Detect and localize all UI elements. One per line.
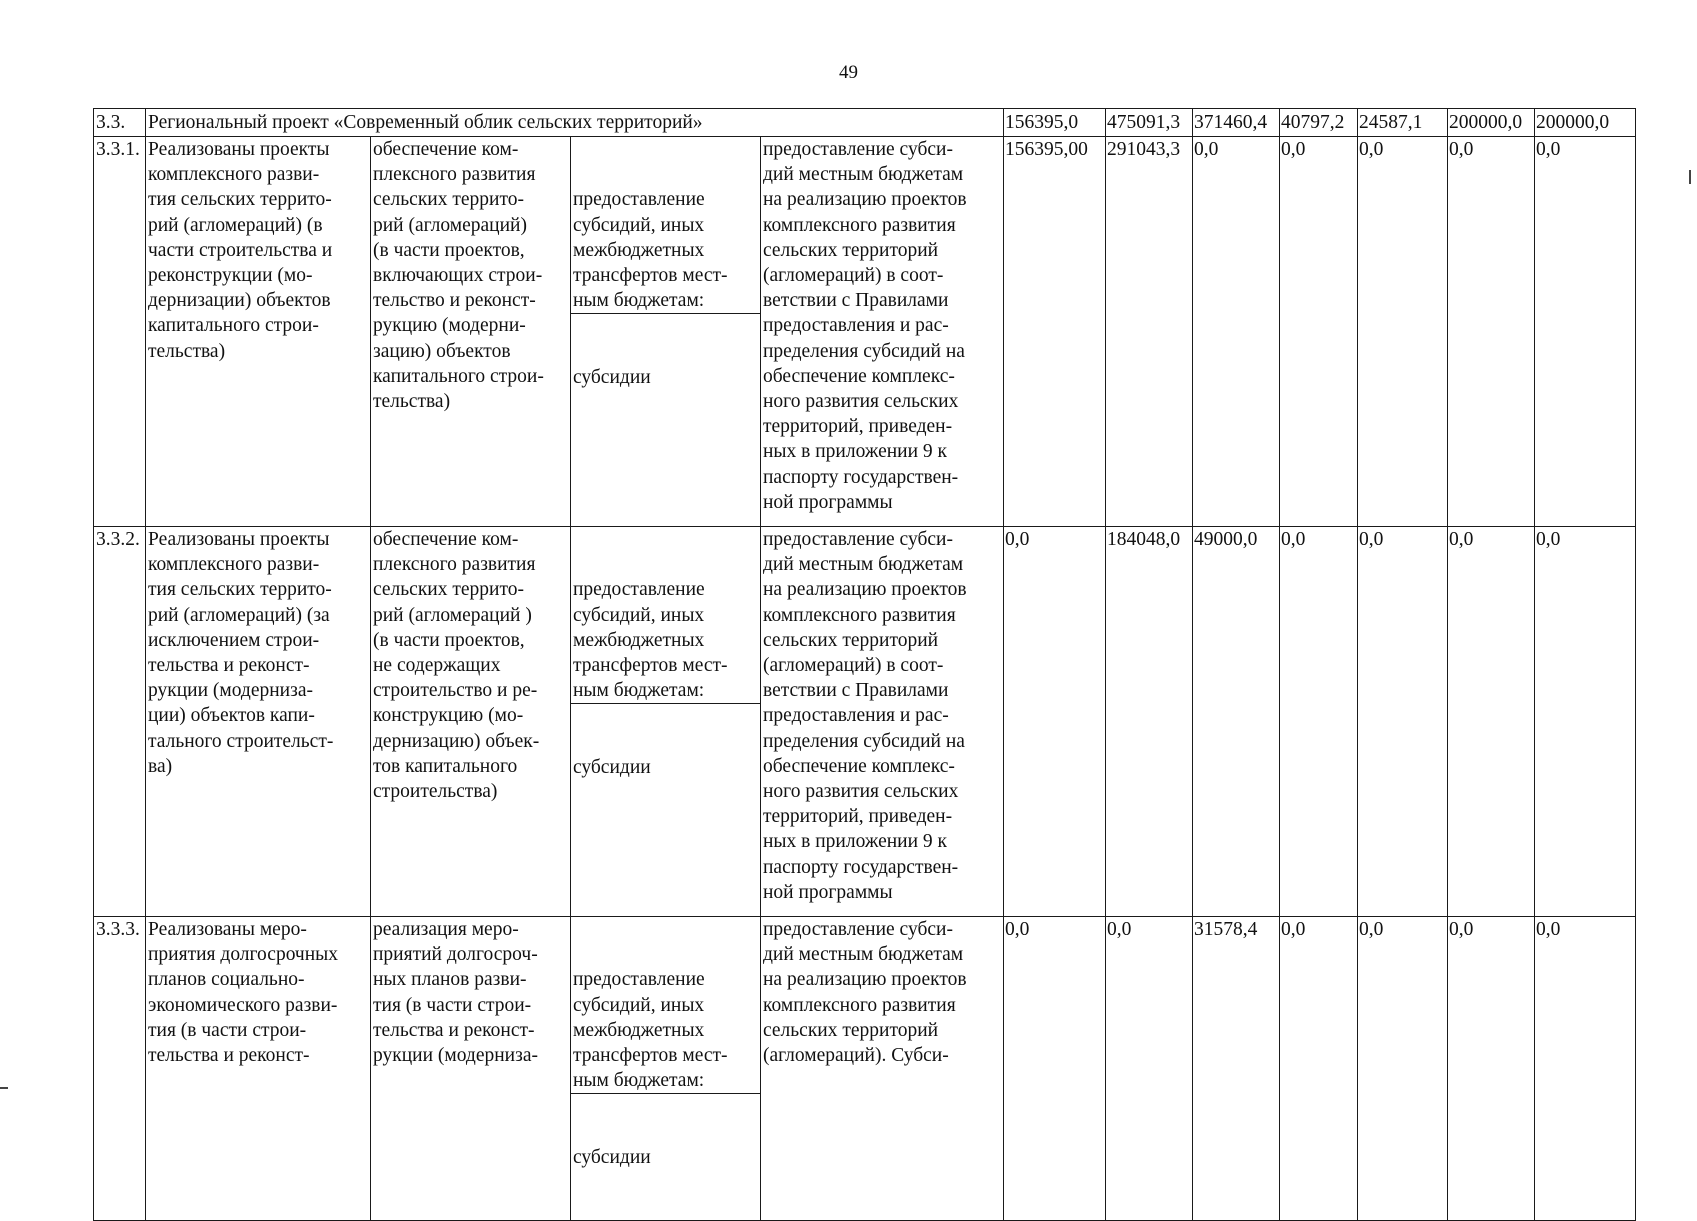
row-value: 0,0 [1193, 137, 1280, 527]
row-value: 0,0 [1358, 917, 1448, 1221]
row-mechanism-cell [571, 137, 761, 527]
section-code: 3.3. [94, 109, 146, 137]
row-value: 0,0 [1004, 527, 1106, 917]
row-value: 184048,0 [1106, 527, 1193, 917]
section-value: 24587,1 [1358, 109, 1448, 137]
section-value: 200000,0 [1535, 109, 1636, 137]
row-direction: обеспечение ком- плексного развития сельских террито- рий (агломераций) (в части проектов, включающих строи- тельство и реконст- рукцию (модерни- зацию) объектов капитального строи- тельства) [371, 137, 571, 527]
row-value: 49000,0 [1193, 527, 1280, 917]
section-value: 156395,0 [1004, 109, 1106, 137]
section-value: 475091,3 [1106, 109, 1193, 137]
row-value: 31578,4 [1193, 917, 1280, 1221]
row-value: 0,0 [1004, 917, 1106, 1221]
row-description: предоставление субси- дий местным бюджетам на реализацию проектов комплексного развития сельских территорий (агломераций) в соот- ветствии с Правилами предоставления и рас- пределения субсидий на обеспечение комплекс- ного развития сельских территорий, приведен- ных в приложении 9 к паспорту государствен- ной программы [761, 527, 1004, 917]
row-mechanism-type: субсидии [573, 1146, 651, 1168]
row-code: 3.3.1. [94, 137, 146, 527]
section-value: 200000,0 [1448, 109, 1535, 137]
row-code: 3.3.3. [94, 917, 146, 1221]
row-mechanism: предоставление субсидий, иных межбюджетных трансфертов мест- ным бюджетам: [571, 577, 760, 704]
page-number: 49 [839, 62, 858, 83]
row-mechanism-type: субсидии [573, 756, 651, 778]
row-value: 0,0 [1448, 137, 1535, 527]
scan-edge-mark [0, 1087, 8, 1089]
row-value: 291043,3 [1106, 137, 1193, 527]
row-value: 0,0 [1535, 527, 1636, 917]
row-result: Реализованы проекты комплексного разви- тия сельских террито- рий (агломераций) (в части строительства и реконструкции (мо- дернизации) объектов капитального строи- тельства) [146, 137, 371, 527]
row-value: 0,0 [1280, 137, 1358, 527]
program-table [93, 108, 1636, 1221]
row-value: 0,0 [1448, 527, 1535, 917]
row-value: 0,0 [1358, 137, 1448, 527]
row-value: 0,0 [1448, 917, 1535, 1221]
row-direction: обеспечение ком- плексного развития сельских террито- рий (агломераций ) (в части проектов, не содержащих строительство и ре- конструкцию (мо- дернизацию) объек- тов капитального строительства) [371, 527, 571, 917]
row-result: Реализованы проекты комплексного разви- тия сельских террито- рий (агломераций) (за исключением строи- тельства и реконст- рукции (модерниза- ции) объектов капи- тального строительст- ва) [146, 527, 371, 917]
row-direction: реализация меро- приятий долгосроч- ных планов разви- тия (в части строи- тельства и реконст- рукции (модерниза- [371, 917, 571, 1221]
table-row [94, 137, 1636, 527]
section-row [94, 109, 1636, 137]
section-value: 40797,2 [1280, 109, 1358, 137]
section-value: 371460,4 [1193, 109, 1280, 137]
row-value: 0,0 [1106, 917, 1193, 1221]
row-value: 0,0 [1280, 527, 1358, 917]
row-result: Реализованы меро- приятия долгосрочных планов социально- экономического разви- тия (в части строи- тельства и реконст- [146, 917, 371, 1221]
table-row [94, 527, 1636, 917]
scan-edge-mark [1689, 170, 1691, 184]
row-mechanism: предоставление субсидий, иных межбюджетных трансфертов мест- ным бюджетам: [571, 187, 760, 314]
row-value: 0,0 [1535, 137, 1636, 527]
row-mechanism-type: субсидии [573, 366, 651, 388]
row-value: 0,0 [1358, 527, 1448, 917]
table-row [94, 917, 1636, 1221]
row-description: предоставление субси- дий местным бюджетам на реализацию проектов комплексного развития сельских территорий (агломераций). Субси- [761, 917, 1004, 1221]
row-value: 0,0 [1535, 917, 1636, 1221]
row-value: 0,0 [1280, 917, 1358, 1221]
row-mechanism-cell [571, 917, 761, 1221]
section-title: Региональный проект «Современный облик сельских территорий» [146, 109, 1004, 137]
row-code: 3.3.2. [94, 527, 146, 917]
row-value: 156395,00 [1004, 137, 1106, 527]
row-mechanism: предоставление субсидий, иных межбюджетных трансфертов мест- ным бюджетам: [571, 967, 760, 1094]
row-mechanism-cell [571, 527, 761, 917]
row-description: предоставление субси- дий местным бюджетам на реализацию проектов комплексного развития сельских территорий (агломераций) в соот- ветствии с Правилами предоставления и рас- пределения субсидий на обеспечение комплекс- ного развития сельских территорий, приведен- ных в приложении 9 к паспорту государствен- ной программы [761, 137, 1004, 527]
